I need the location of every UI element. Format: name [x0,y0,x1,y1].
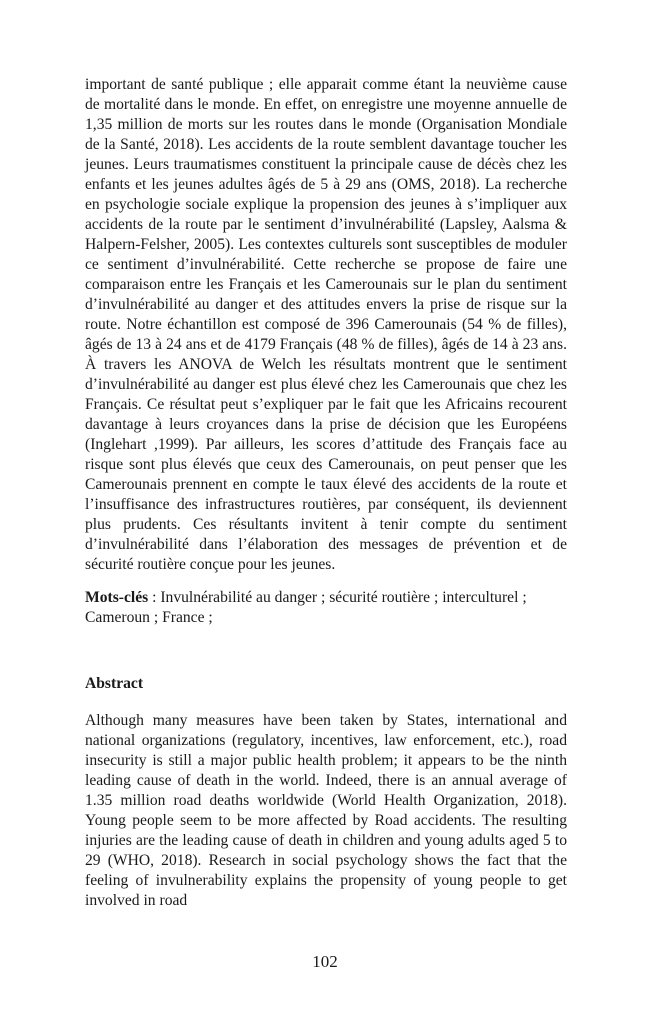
keywords-text: : Invulnérabilité au danger ; sécurité routière ; interculturel ; Cameroun ; France ; [85,589,527,626]
page-number: 102 [312,952,338,971]
french-summary-paragraph: important de santé publique ; elle apparait comme étant la neuvième cause de mortalité dans le monde. En effet, on enregistre une moyenne annuelle de 1,35 million de morts sur les routes dans le monde (Organisation Mondiale de la Santé, 2018). Les accidents de la route semblent davantage toucher les jeunes. Leurs traumatismes constituent la principale cause de décès chez les enfants et les jeunes adultes âgés de 5 à 29 ans (OMS, 2018). La recherche en psychologie sociale explique la propension des jeunes à s’impliquer aux accidents de la route par le sentiment d’invulnérabilité (Lapsley, Aalsma & Halpern-Felsher, 2005). Les contextes culturels sont susceptibles de moduler ce sentiment d’invulnérabilité. Cette recherche se propose de faire une comparaison entre les Français et les Camerounais sur le plan du sentiment d’invulnérabilité au danger et des attitudes envers la prise de risque sur la route. Notre échantillon est composé de 396 Camerounais (54 % de filles), âgés de 13 à 24 ans et de 4179 Français (48 % de filles), âgés de 14 à 23 ans. À travers les ANOVA de Welch les résultats montrent que le sentiment d’invulnérabilité au danger est plus élevé chez les Camerounais que chez les Français. Ce résultat peut s’expliquer par le fait que les Africains recourent davantage à leurs croyances dans la prise de décision que les Européens (Inglehart ,1999). Par ailleurs, les scores d’attitude des Français face au risque sont plus élevés que ceux des Camerounais, on peut penser que les Camerounais prennent en compte le taux élevé des accidents de la route et l’insuffisance des infrastructures routières, par conséquent, ils deviennent plus prudents. Ces résultants invitent à tenir compte du sentiment d’invulnérabilité dans l’élaboration des messages de prévention et de sécurité routière conçue pour les jeunes. [85,76,567,573]
abstract-paragraph: Although many measures have been taken by States, international and national organizations (regulatory, incentives, law enforcement, etc.), road insecurity is still a major public health problem; it appears to be the ninth leading cause of death in the world. Indeed, there is an annual average of 1.35 million road deaths worldwide (World Health Organization, 2018). Young people seem to be more affected by Road accidents. The resulting injuries are the leading cause of death in children and young adults aged 5 to 29 (WHO, 2018). Research in social psychology shows the fact that the feeling of invulnerability explains the propensity of young people to get involved in road [85,712,567,909]
page-content [85,75,567,911]
abstract-heading: Abstract [85,675,144,692]
keywords-line [85,588,567,628]
keywords-label: Mots-clés [85,589,149,606]
